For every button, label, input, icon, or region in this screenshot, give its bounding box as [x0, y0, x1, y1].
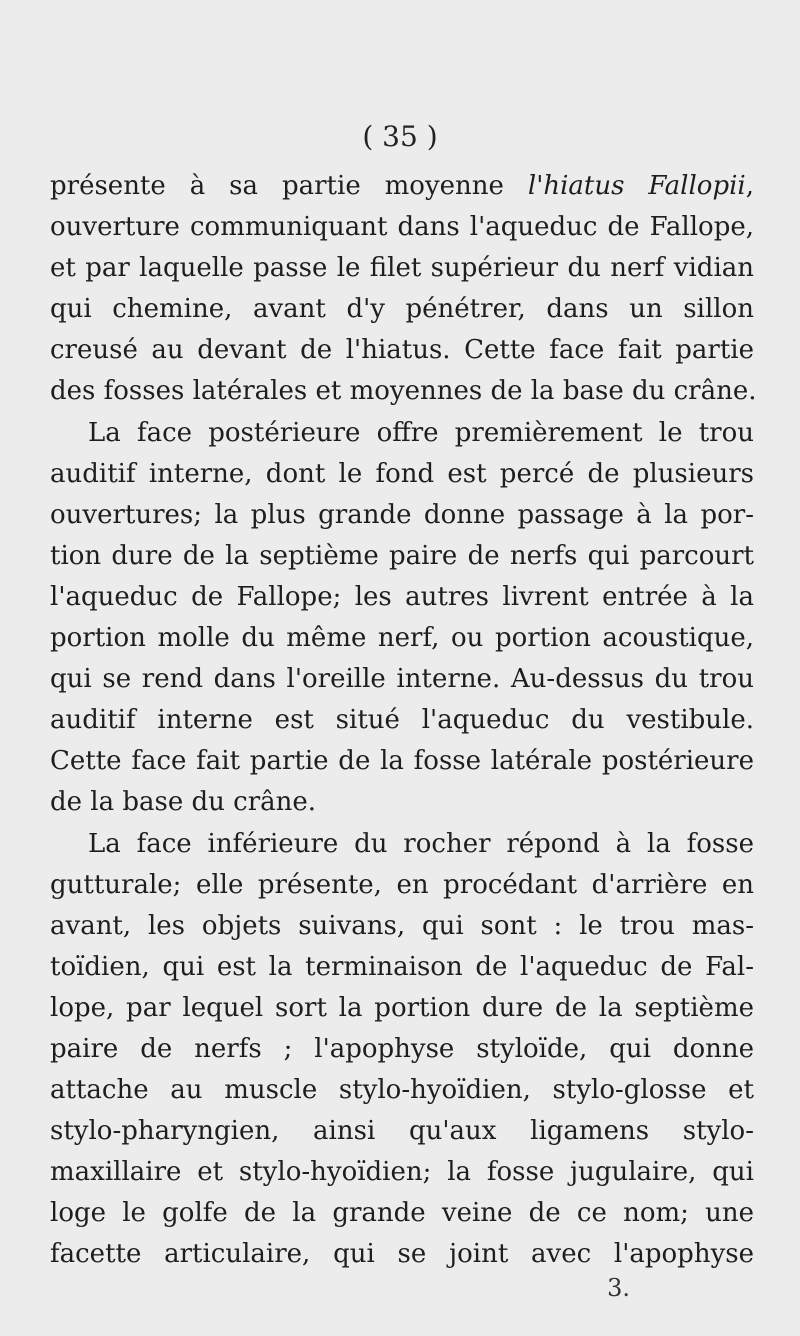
text-line: qui chemine, avant d'y pénétrer, dans un sillon	[50, 294, 754, 325]
text-line: toïdien, qui est la terminaison de l'aqueduc de Fal-	[50, 951, 754, 982]
text-line: tion dure de la septième paire de nerfs qui parcourt	[50, 540, 754, 571]
text-line: creusé au devant de l'hiatus. Cette face fait partie	[50, 335, 754, 366]
italic-term: l'hiatus Fallopii	[527, 171, 746, 201]
text-line: stylo-pharyngien, ainsi qu'aux ligamens stylo-	[50, 1116, 754, 1147]
text-line: maxillaire et stylo-hyoïdien; la fosse jugulaire, qui	[50, 1157, 754, 1188]
text-line: facette articulaire, qui se joint avec l'apophyse	[50, 1239, 754, 1270]
text-line: ouverture communiquant dans l'aqueduc de Fallope,	[50, 212, 754, 243]
text-line: lope, par lequel sort la portion dure de la septième	[50, 992, 754, 1023]
text-line: attache au muscle stylo-hyoïdien, stylo-glosse et	[50, 1075, 754, 1106]
text-line: gutturale; elle présente, en procédant d'arrière en	[50, 869, 754, 900]
text-line: Cette face fait partie de la fosse latérale postérieure	[50, 746, 754, 777]
text-segment: ,	[745, 171, 754, 201]
text-line: La face inférieure du rocher répond à la fosse	[88, 828, 754, 859]
text-line: avant, les objets suivans, qui sont : le trou mas-	[50, 910, 754, 941]
body-text	[50, 166, 757, 1276]
text-line: La face postérieure offre premièrement le trou	[88, 417, 754, 448]
text-line: portion molle du même nerf, ou portion acoustique,	[50, 623, 754, 654]
text-line: ouvertures; la plus grande donne passage à la por-	[50, 499, 754, 530]
text-line: loge le golfe de la grande veine de ce nom; une	[50, 1198, 754, 1229]
text-segment: présente à sa partie moyenne	[50, 171, 528, 201]
text-line: auditif interne est situé l'aqueduc du vestibule.	[50, 705, 754, 736]
page-number: ( 35 )	[362, 120, 438, 153]
text-line: auditif interne, dont le fond est percé de plusieurs	[50, 458, 754, 489]
signature-mark: 3.	[607, 1274, 630, 1302]
text-line: de la base du crâne.	[50, 787, 317, 818]
text-line: l'aqueduc de Fallope; les autres livrent entrée à la	[50, 581, 754, 612]
text-line	[50, 166, 754, 207]
text-line: paire de nerfs ; l'apophyse styloïde, qui donne	[50, 1033, 754, 1064]
text-line: et par laquelle passe le filet supérieur du nerf vidian	[50, 253, 754, 284]
text-line: qui se rend dans l'oreille interne. Au-dessus du trou	[50, 664, 754, 695]
text-line: des fosses latérales et moyennes de la base du crâne.	[50, 376, 757, 407]
